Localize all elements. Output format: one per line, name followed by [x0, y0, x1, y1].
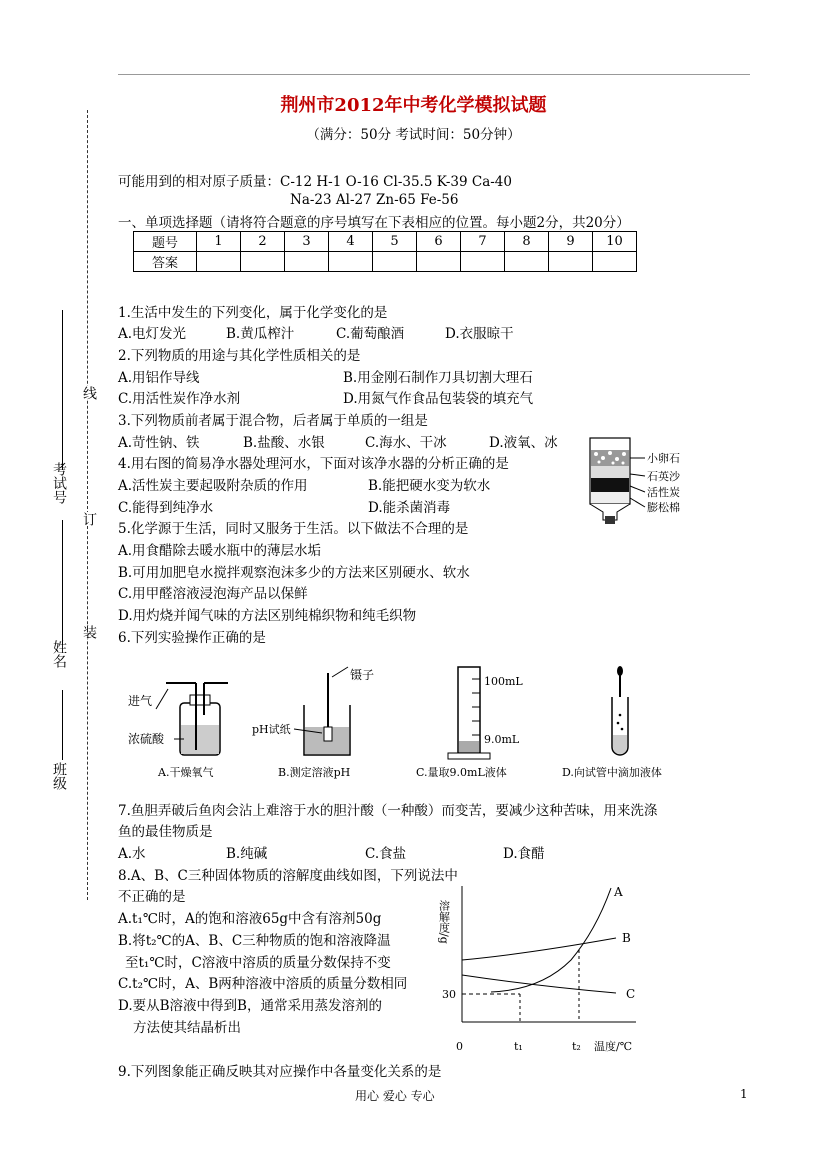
answer-cell[interactable] — [329, 252, 373, 272]
table-cell: 9 — [549, 232, 593, 252]
table-row — [134, 232, 637, 252]
x-tick-t1: t₁ — [514, 1040, 523, 1053]
fig-label-pebble: 小卵石 — [647, 452, 680, 465]
binding-zhuang-mark: 装 — [81, 625, 97, 639]
q3-option-b: B.盐酸、水银 — [243, 435, 325, 451]
sand-layer — [591, 466, 629, 478]
caption-d: D.向试管中滴加液体 — [562, 766, 662, 779]
q4-option-d: D.能杀菌消毒 — [368, 500, 451, 516]
q2-option-b: B.用金刚石制作刀具切割大理石 — [343, 370, 533, 386]
atomic-mass-line2: Na-23 Al-27 Zn-65 Fe-56 — [290, 192, 459, 208]
q5-option-a: A.用食醋除去暖水瓶中的薄层水垢 — [118, 543, 322, 559]
name-underline — [62, 520, 63, 645]
q8-option-d-line2: 方法使其结晶析出 — [133, 1020, 241, 1036]
q8-option-c: C.t₂℃时，A、B两种溶液中溶质的质量分数相同 — [118, 976, 408, 992]
answer-cell[interactable] — [373, 252, 417, 272]
fig-label-sand: 石英沙 — [647, 470, 680, 483]
solubility-chart — [437, 880, 661, 1056]
caption-c: C.量取9.0mL液体 — [416, 766, 507, 779]
answer-cell[interactable] — [549, 252, 593, 272]
table-row — [134, 252, 637, 272]
label-tweezers: 镊子 — [350, 668, 375, 682]
q1-option-c: C.葡萄酿酒 — [336, 326, 405, 342]
name-label: 姓名 — [51, 640, 67, 668]
answer-cell[interactable] — [505, 252, 549, 272]
q4-option-b: B.能把硬水变为软水 — [368, 478, 491, 494]
q8-stem-line2: 不正确的是 — [118, 889, 186, 905]
q5-option-c: C.用甲醛溶液浸泡海产品以保鲜 — [118, 586, 308, 602]
label-100ml: 100mL — [484, 675, 523, 688]
curve-c — [462, 975, 616, 993]
beaker-ph-test — [252, 667, 374, 779]
table-cell: 7 — [461, 232, 505, 252]
q8-option-a: A.t₁℃时，A的饱和溶液65g中含有溶剂50g — [118, 911, 382, 927]
label-conc-acid: 浓硫酸 — [128, 732, 165, 746]
exam-no-label: 考试号 — [51, 462, 67, 504]
water-filter-figure — [585, 436, 725, 528]
x-tick-t2: t₂ — [572, 1040, 581, 1053]
q1-option-d: D.衣服晾干 — [445, 326, 514, 342]
answer-cell[interactable] — [197, 252, 241, 272]
header-rule — [118, 74, 750, 75]
q5-option-d: D.用灼烧并闻气味的方法区别纯棉织物和纯毛织物 — [118, 608, 417, 624]
exam-info: （满分：50分 考试时间：50分钟） — [306, 127, 521, 143]
x-axis-label: 温度/℃ — [594, 1040, 633, 1053]
series-label-c: C — [626, 987, 636, 1001]
curve-a — [491, 888, 611, 992]
q1-option-a: A.电灯发光 — [118, 326, 187, 342]
table-cell: 1 — [197, 232, 241, 252]
q2-option-d: D.用氮气作食品包装袋的填充气 — [343, 391, 534, 407]
q4-option-c: C.能得到纯净水 — [118, 500, 214, 516]
gas-washing-bottle — [128, 683, 228, 779]
answer-cell[interactable] — [417, 252, 461, 272]
q2-option-a: A.用铝作导线 — [118, 370, 200, 386]
answer-cell[interactable] — [593, 252, 637, 272]
q7-option-c: C.食盐 — [365, 846, 407, 862]
exam-no-underline — [62, 310, 63, 470]
curve-b — [462, 938, 616, 960]
test-tube-dropper — [562, 666, 662, 779]
table-cell: 4 — [329, 232, 373, 252]
q3-option-d: D.液氧、冰 — [489, 435, 558, 451]
y-axis-label: 溶解度/g — [437, 900, 451, 944]
q7-option-d: D.食醋 — [503, 846, 545, 862]
binding-dashed-line — [87, 110, 88, 900]
page-title: 荆州市2012年中考化学模拟试题 — [280, 95, 547, 116]
table-cell: 10 — [593, 232, 637, 252]
q2-stem: 2.下列物质的用途与其化学性质相关的是 — [118, 348, 361, 364]
q7-option-b: B.纯碱 — [226, 846, 268, 862]
q3-stem: 3.下列物质前者属于混合物，后者属于单质的一组是 — [118, 413, 428, 429]
q7-stem-line2: 鱼的最佳物质是 — [118, 824, 213, 840]
table-cell: 3 — [285, 232, 329, 252]
caption-b: B.测定溶液pH — [278, 766, 351, 779]
page-number: 1 — [740, 1087, 748, 1101]
answer-cell[interactable] — [461, 252, 505, 272]
q4-option-a: A.活性炭主要起吸附杂质的作用 — [118, 478, 308, 494]
q1-option-b: B.黄瓜榨汁 — [226, 326, 295, 342]
table-cell: 6 — [417, 232, 461, 252]
q6-stem: 6.下列实验操作正确的是 — [118, 630, 266, 646]
q8-option-b-line1: B.将t₂℃的A、B、C三种物质的饱和溶液降温 — [118, 933, 391, 949]
q7-option-a: A.水 — [118, 846, 146, 862]
answer-table — [133, 231, 637, 272]
q1-stem: 1.生活中发生的下列变化，属于化学变化的是 — [118, 305, 388, 321]
q7-stem-line1: 7.鱼胆弄破后鱼肉会沾上难溶于水的胆汁酸（一种酸）而变苦，要减少这种苦味，用来洗涤 — [118, 803, 658, 819]
q5-option-b: B.可用加肥皂水搅拌观察泡沫多少的方法来区别硬水、软水 — [118, 565, 470, 581]
q8-option-d-line1: D.要从B溶液中得到B，通常采用蒸发溶剂的 — [118, 998, 382, 1014]
fig-label-charcoal: 活性炭 — [647, 486, 680, 499]
q3-option-c: C.海水、干冰 — [365, 435, 447, 451]
measuring-cylinder — [416, 667, 523, 779]
table-cell: 题号 — [134, 232, 197, 252]
cotton-layer — [591, 492, 629, 503]
series-label-b: B — [622, 931, 631, 945]
atomic-mass-line1: 可能用到的相对原子质量：C-12 H-1 O-16 Cl-35.5 K-39 Ca-40 — [118, 174, 512, 190]
x-tick-0: 0 — [456, 1040, 463, 1053]
answer-cell[interactable] — [285, 252, 329, 272]
q4-stem: 4.用右图的简易净水器处理河水，下面对该净水器的分析正确的是 — [118, 456, 509, 472]
class-underline — [62, 690, 63, 760]
table-cell: 2 — [241, 232, 285, 252]
q2-option-c: C.用活性炭作净水剂 — [118, 391, 241, 407]
table-cell: 5 — [373, 232, 417, 252]
series-label-a: A — [614, 885, 623, 899]
table-cell: 8 — [505, 232, 549, 252]
q8-option-b-line2: 至t₁℃时，C溶液中溶质的质量分数保持不变 — [125, 955, 391, 971]
lab-operations-figure — [118, 665, 698, 783]
q5-stem: 5.化学源于生活，同时又服务于生活。以下做法不合理的是 — [118, 521, 469, 537]
y-tick-30: 30 — [442, 988, 456, 1001]
label-ph-paper: pH试纸 — [252, 723, 291, 736]
label-gas-in: 进气 — [128, 694, 153, 708]
section1-heading: 一、单项选择题（请将符合题意的序号填写在下表相应的位置。每小题2分，共20分） — [118, 215, 630, 231]
class-label: 班级 — [51, 762, 67, 790]
fig-label-cotton: 膨松棉 — [647, 501, 680, 514]
table-cell: 答案 — [134, 252, 197, 272]
caption-a: A.干燥氧气 — [158, 766, 214, 779]
q3-option-a: A.苛性钠、铁 — [118, 435, 200, 451]
answer-cell[interactable] — [241, 252, 285, 272]
q9-stem: 9.下列图象能正确反映其对应操作中各量变化关系的是 — [118, 1064, 442, 1080]
label-9ml: 9.0mL — [484, 733, 520, 746]
footer-motto: 用心 爱心 专心 — [355, 1089, 435, 1103]
binding-ding-mark: 订 — [81, 512, 97, 526]
binding-line-mark: 线 — [81, 386, 97, 400]
charcoal-layer — [591, 478, 629, 492]
q8-stem-line1: 8.A、B、C三种固体物质的溶解度曲线如图，下列说法中 — [118, 868, 458, 884]
